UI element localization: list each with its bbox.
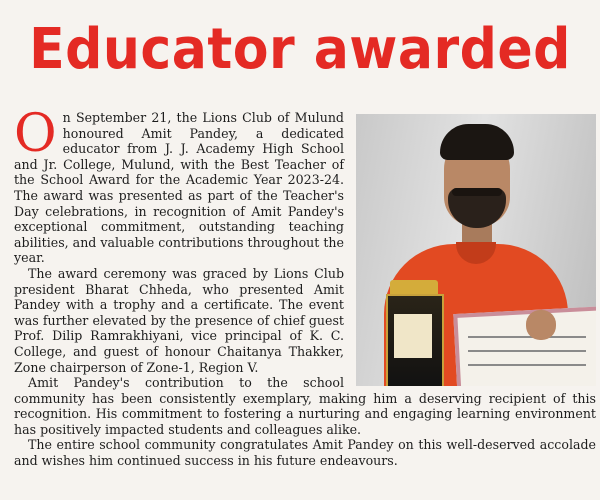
article-body (14, 104, 596, 469)
article-paragraph-2: The award ceremony was graced by Lions Club president Bharat Chheda, who presented Amit Pandey with a trophy and a certificate. The event was further elevated by the presence of chief guest Prof. Dilip Ramrakhiyani, vice principal of K. C. College, and guest of honour Chaitanya Thakker, Zone chairperson of Zone-1, Region V. (14, 265, 344, 375)
certificate-graphic (453, 306, 596, 386)
article-paragraph-4: The entire school community congratulates Amit Pandey on this well-deserved accolade and wishes him continued success in his future endeavours. (14, 437, 596, 469)
award-photo (356, 114, 596, 386)
drop-cap: O (14, 104, 57, 164)
headline: Educator awarded (29, 17, 571, 82)
article-paragraph-1: On September 21, the Lions Club of Mulund honoured Amit Pandey, a dedicated educator from J. J. Academy High School and Jr. College, Mulund, with the Best Teacher of the School Award for the Academic Year 2023-24. The award was presented as part of the Teacher's Day celebrations, in recognition of Amit Pandey's exceptional commitment, outstanding teaching abilities, and valuable contributions throughout the year. (14, 104, 344, 266)
article-paragraph-3: Amit Pandey's contribution to the school community has been consistently exemplary, making him a deserving recipient of this recognition. His commitment to fostering a nurturing and engaging learning environment has positively impacted students and colleagues alike. (14, 375, 596, 437)
